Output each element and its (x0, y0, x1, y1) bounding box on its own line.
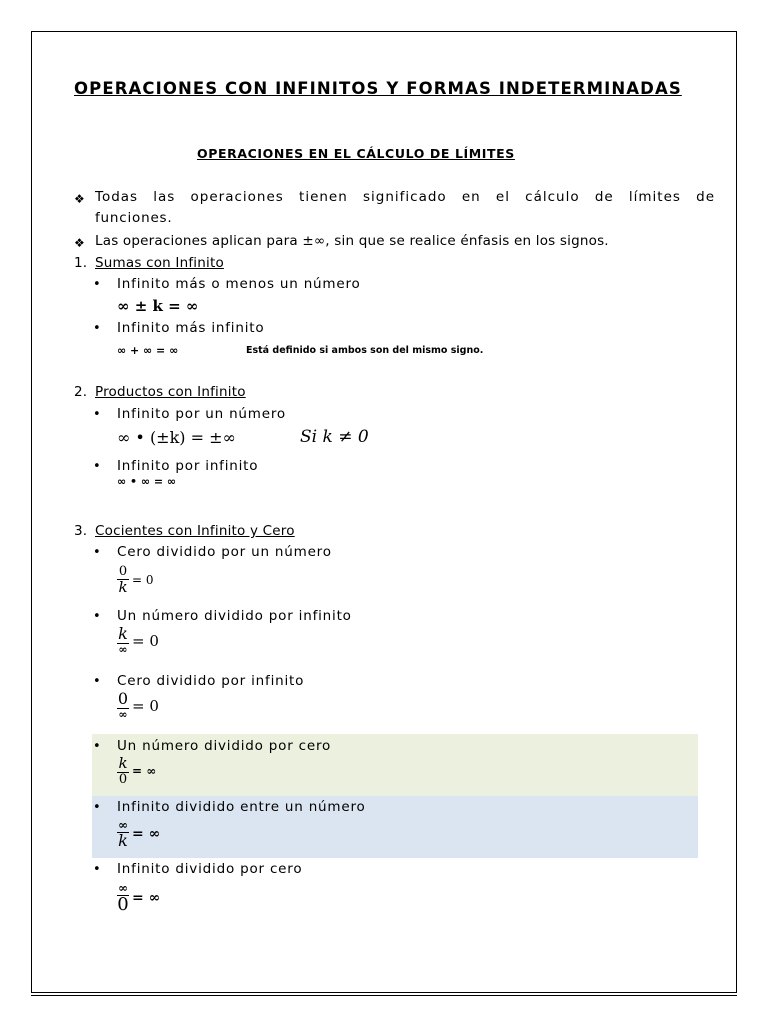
fraction-numerator: 0 (117, 689, 129, 708)
s3-item-label: Un número dividido por cero (117, 738, 332, 754)
s1-formula-2: ∞ + ∞ = ∞ (117, 344, 179, 357)
fraction (117, 691, 129, 720)
section-3-number: 3. (74, 523, 88, 539)
s1-item-1: Infinito más o menos un número (117, 276, 361, 292)
fraction-result: = 0 (132, 696, 159, 715)
s3-item-label: Infinito dividido por cero (117, 861, 303, 877)
fraction-denominator: k (118, 830, 128, 850)
section-1-heading: Sumas con Infinito (95, 255, 224, 271)
s3-item-label: Un número dividido por infinito (117, 608, 352, 624)
page-bottom-rule (31, 995, 737, 996)
fraction-numerator: k (118, 624, 128, 643)
fraction-numerator: ∞ (118, 818, 128, 832)
round-bullet-icon: • (93, 459, 101, 474)
s3-formula (117, 691, 159, 720)
s2-condition-1: Si k ≠ 0 (300, 427, 369, 447)
round-bullet-icon: • (93, 739, 101, 754)
document-title: OPERACIONES CON INFINITOS Y FORMAS INDETERMINADAS (74, 79, 682, 98)
s2-formula-2: ∞ • ∞ = ∞ (117, 475, 177, 488)
round-bullet-icon: • (93, 674, 101, 689)
fraction (117, 565, 129, 595)
round-bullet-icon: • (93, 321, 101, 336)
fraction-result: = ∞ (132, 826, 161, 843)
fraction-result: = 0 (132, 631, 159, 650)
s3-formula (117, 819, 160, 849)
fraction-numerator: ∞ (118, 881, 128, 895)
round-bullet-icon: • (93, 800, 101, 815)
section-2-heading: Productos con Infinito (95, 384, 246, 400)
fraction-denominator: 0 (118, 771, 128, 787)
diamond-bullet-icon: ❖ (74, 192, 85, 206)
round-bullet-icon: • (93, 609, 101, 624)
round-bullet-icon: • (93, 407, 101, 422)
s3-item-label: Infinito dividido entre un número (117, 799, 366, 815)
round-bullet-icon: • (93, 862, 101, 877)
fraction (117, 626, 129, 655)
s3-formula (117, 882, 160, 914)
intro-line-1: Todas las operaciones tienen significado en el cálculo de límites de (95, 189, 715, 205)
diamond-bullet-icon: ❖ (74, 236, 85, 250)
section-1-number: 1. (74, 255, 88, 271)
s2-item-1: Infinito por un número (117, 406, 286, 422)
s1-formula-1: ∞ ± k = ∞ (117, 297, 199, 315)
fraction-result: = ∞ (132, 890, 161, 907)
fraction-numerator: 0 (118, 564, 128, 579)
section-3-heading: Cocientes con Infinito y Cero (95, 523, 295, 539)
section-subtitle: OPERACIONES EN EL CÁLCULO DE LÍMITES (197, 146, 515, 161)
fraction-numerator: k (118, 754, 128, 772)
intro-line-2: Las operaciones aplican para ±∞, sin que se realice énfasis en los signos. (95, 233, 609, 249)
round-bullet-icon: • (93, 277, 101, 292)
fraction-result: = 0 (132, 573, 154, 588)
s1-note-2: Está definido si ambos son del mismo signo. (246, 345, 484, 356)
s3-formula (117, 756, 156, 786)
s3-formula (117, 626, 159, 655)
s3-item-label: Cero dividido por un número (117, 544, 332, 560)
fraction-denominator: ∞ (118, 642, 128, 656)
fraction-result: = ∞ (132, 764, 157, 779)
section-2-number: 2. (74, 384, 88, 400)
intro-line-1-cont: funciones. (95, 210, 173, 226)
fraction (117, 882, 129, 914)
fraction (117, 819, 129, 849)
s3-item-label: Cero dividido por infinito (117, 673, 305, 689)
fraction (117, 756, 129, 786)
s2-formula-1: ∞ • (±k) = ±∞ (117, 428, 236, 447)
s2-item-2: Infinito por infinito (117, 458, 259, 474)
fraction-denominator: 0 (117, 893, 129, 915)
s1-item-2: Infinito más infinito (117, 320, 265, 336)
s3-formula (117, 565, 154, 595)
fraction-denominator: ∞ (118, 707, 128, 721)
fraction-denominator: k (118, 577, 128, 596)
round-bullet-icon: • (93, 545, 101, 560)
